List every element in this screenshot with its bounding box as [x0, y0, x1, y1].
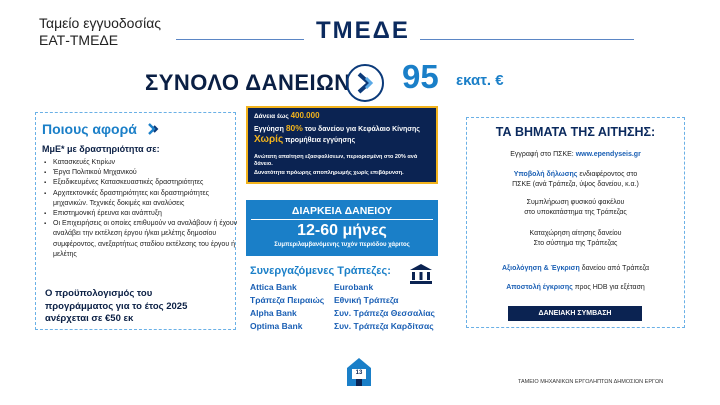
chevron-circle	[346, 64, 384, 102]
activity-list	[44, 158, 244, 260]
step-declaration-bold: Υποβολή δήλωσης	[513, 171, 578, 178]
duration-note: Συμπεριλαμβανόμενης τυχόν περιόδου χάριτος	[274, 242, 410, 248]
total-amount-unit: εκατ. €	[456, 72, 504, 89]
bank-name: Τράπεζα Πειραιώς	[250, 295, 325, 305]
loan-limit-label: Δάνεια έως	[254, 113, 291, 120]
step-declaration-rest: ενδιαφέροντος στο	[577, 171, 638, 178]
budget-note	[45, 288, 225, 326]
guarantee-line	[254, 124, 420, 134]
who-heading-text: Ποιους αφορά	[42, 121, 137, 137]
budget-line: ανέρχεται σε €50 εκ	[45, 313, 134, 324]
list-item: ▪ Οι Επιχειρήσεις οι οποίες επιθυμούν να αναλάβουν ή έχουν αναλάβει την εκτέλεση έργου ή/και μελέτης δημοσίου συμφέροντος, ανεξαρτήτως σταδίου εκτέλεσης του έργου ή μελέτης	[44, 219, 244, 260]
bank-name: Συν. Τράπεζα Καρδίτσας	[334, 321, 434, 331]
list-item: ▪ Αρχιτεκτονικές δραστηριότητες και δραστηριότητες μηχανικών. Τεχνικές δοκιμές και αναλύσεις	[44, 189, 244, 209]
step-application-line1: Καταχώρηση αίτησης δανείου	[529, 230, 622, 237]
duration-title: ΔΙΑΡΚΕΙΑ ΔΑΝΕΙΟΥ	[291, 205, 393, 217]
budget-line: προγράμματος για το έτος 2025	[45, 300, 188, 312]
list-item: ▪ Έργα Πολιτικού Μηχανικού	[44, 168, 244, 178]
step-application-entry	[470, 229, 681, 249]
bank-name: Optima Bank	[250, 321, 303, 331]
who-heading	[42, 121, 161, 137]
duration-value: 12-60 μήνες	[297, 222, 387, 239]
duration-divider	[251, 219, 433, 220]
budget-line: Ο προϋπολογισμός του	[45, 288, 153, 299]
no-fee-word: Χωρίς	[254, 134, 284, 145]
list-item: ▪ Εξειδικευμένες Κατασκευαστικές δραστηριότητες	[44, 178, 244, 188]
collateral-note: Ανώτατη απαίτηση εξασφαλίσεων, περιορισμένη στο 20% ανά δάνειο.	[254, 154, 418, 167]
step-physical-file-line1: Συμπλήρωση φυσικού φακέλου	[526, 199, 625, 206]
no-fee-line	[254, 136, 355, 145]
banks-col2	[334, 281, 435, 333]
step-physical-file-line2: στο υποκατάστημα της Τράπεζας	[524, 209, 627, 216]
header-title-line2: ΕΑΤ-ΤΜΕΔΕ	[39, 32, 119, 48]
step-evaluation-rest: δανείου από Τράπεζα	[579, 265, 649, 272]
guarantee-value: 80%	[285, 123, 303, 133]
bank-name: Eurobank	[334, 282, 374, 292]
list-item: ▪ Επιστημονική έρευνα και ανάπτυξη	[44, 209, 244, 219]
loan-limit	[254, 112, 320, 121]
bank-name: Εθνική Τράπεζα	[334, 295, 399, 305]
no-fee-suffix: προμήθεια εγγύησης	[283, 137, 356, 144]
step-application-line2: Στο σύστημα της Τράπεζας	[533, 240, 618, 247]
guarantee-label: Εγγύηση	[254, 126, 286, 133]
step-approval-bold: Αποστολή έγκρισης	[506, 284, 573, 291]
step-evaluation	[470, 264, 681, 274]
step-approval-send	[470, 283, 681, 293]
bank-name: Attica Bank	[250, 282, 297, 292]
ependyseis-link[interactable]: www.ependyseis.gr	[575, 151, 641, 158]
header-title	[39, 15, 161, 49]
banks-col1	[250, 281, 324, 333]
loan-terms-box	[246, 106, 438, 184]
header-divider-right	[420, 39, 634, 40]
step-evaluation-bold: Αξιολόγηση & Έγκριση	[501, 265, 580, 272]
bank-name: Alpha Bank	[250, 308, 297, 318]
duration-box	[246, 200, 438, 256]
double-chevron-icon	[147, 123, 161, 135]
step-register	[470, 150, 681, 160]
chevron-right-icon	[348, 66, 382, 100]
header-divider-left	[176, 39, 304, 40]
step-declaration-line2: ΠΣΚΕ (ανά Τράπεζα, ύψος δανείου, κ.α.)	[512, 181, 639, 188]
list-item: ▪ Κατασκευές Κτιρίων	[44, 158, 244, 168]
steps-heading: ΤΑ ΒΗΜΑΤΑ ΤΗΣ ΑΙΤΗΣΗΣ:	[495, 125, 656, 139]
step-approval-rest: προς HDB για εξέταση	[572, 284, 645, 291]
page-number: 13	[355, 370, 363, 376]
steps-box	[466, 117, 685, 328]
total-loans-label: ΣΥΝΟΛΟ ΔΑΝΕΙΩΝ	[145, 70, 351, 95]
loan-limit-value: 400.000	[290, 111, 320, 120]
bank-name: Συν. Τράπεζα Θεσσαλίας	[334, 308, 435, 318]
footer-org: ΤΑΜΕΙΟ ΜΗΧΑΝΙΚΩΝ ΕΡΓΟΛΗΠΤΩΝ ΔΗΜΟΣΙΩΝ ΕΡΓΩΝ	[518, 379, 664, 385]
header-title-line1: Ταμείο εγγυοδοσίας	[39, 15, 162, 31]
step-physical-file	[470, 198, 681, 218]
tmede-logo: ΤΜΕΔΕ	[316, 17, 410, 44]
who-subheading: ΜμΕ* με δραστηριότητα σε:	[42, 144, 160, 154]
loan-contract-button[interactable]: ΔΑΝΕΙΑΚΗ ΣΥΜΒΑΣΗ	[508, 306, 642, 321]
banks-heading: Συνεργαζόμενες Τράπεζες:	[250, 265, 391, 277]
step-register-text: Εγγραφή στο ΠΣΚΕ:	[510, 151, 576, 158]
guarantee-suffix: του δανείου για Κεφάλαιο Κίνησης	[302, 126, 420, 133]
total-amount: 95	[402, 58, 439, 95]
prepayment-note: Δυνατότητα πρόωρης αποπληρωμής χωρίς επιβάρυνση.	[254, 170, 404, 176]
step-declaration	[470, 170, 681, 190]
